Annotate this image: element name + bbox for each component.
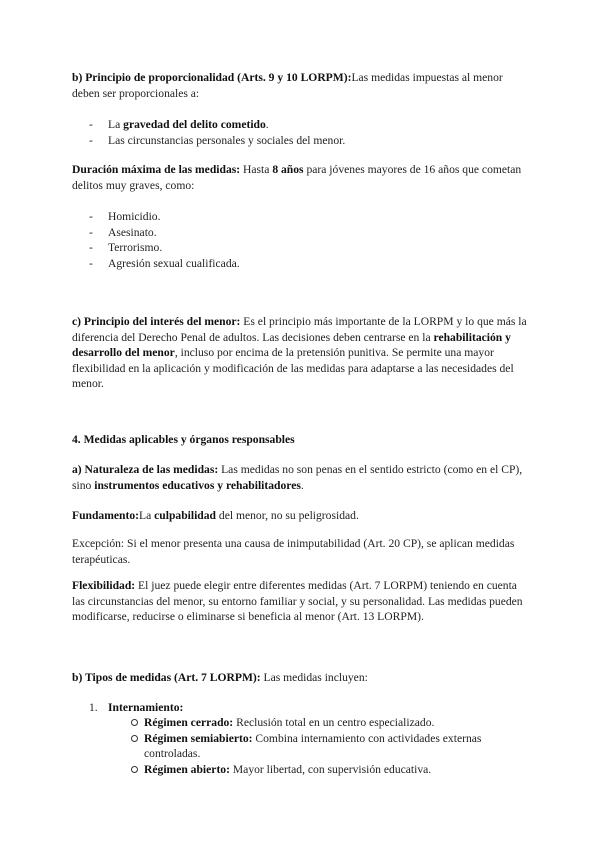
regimen-list [72, 715, 528, 777]
types-section [72, 670, 528, 778]
types-paragraph: b) Tipos de medidas (Art. 7 LORPM): Las medidas incluyen: [72, 671, 368, 684]
numbered-item-internamiento [72, 700, 528, 716]
proportionality-heading: b) Principio de proporcionalidad (Arts. 9 y 10 LORPM): [72, 71, 352, 84]
nature-paragraph: a) Naturaleza de las medidas: Las medidas no son penas en el sentido estricto (como en el CP), sino instrumentos educativos y rehabilitadores. [72, 463, 523, 492]
list-item: Régimen cerrado: Reclusión total en un centro especializado. [72, 715, 528, 731]
interest-paragraph: c) Principio del interés del menor: Es el principio más importante de la LORPM y lo que más la diferencia del Derecho Penal de adultos. Las decisiones deben centrarse en la rehabilitación y desarrollo del menor, incluso por encima de la pretensión punitiva. Se permite una mayor flexibilidad en la aplicación y modificación de las medidas para adaptarse a las necesidades del menor. [72, 315, 527, 391]
list-item: Régimen semiabierto: Combina internamiento con actividades externas controladas. [72, 731, 528, 762]
offense-list [72, 209, 528, 271]
flexibility-section [72, 578, 528, 625]
max-duration-paragraph: Duración máxima de las medidas: Hasta 8 años para jóvenes mayores de 16 años que cometan delitos muy graves, como: [72, 163, 522, 192]
item-number: 1. [89, 700, 98, 714]
interest-section [72, 314, 528, 392]
fundamento-section [72, 508, 528, 524]
list-item: - Asesinato. [72, 225, 528, 241]
list-item: - Terrorismo. [72, 240, 528, 256]
proportionality-list [72, 117, 528, 148]
proportionality-section [72, 70, 528, 148]
list-item: - Homicidio. [72, 209, 528, 225]
section-4 [72, 432, 528, 448]
list-item: Régimen abierto: Mayor libertad, con supervisión educativa. [72, 762, 528, 778]
fundamento-paragraph: Fundamento:La culpabilidad del menor, no su peligrosidad. [72, 509, 359, 522]
item-label: Internamiento: [108, 700, 184, 714]
list-item: - Las circunstancias personales y sociales del menor. [72, 133, 528, 149]
list-item: - Agresión sexual cualificada. [72, 256, 528, 272]
exception-paragraph: Excepción: Si el menor presenta una causa de inimputabilidad (Art. 20 CP), se aplican medidas terapéuticas. [72, 537, 515, 566]
flexibility-paragraph: Flexibilidad: El juez puede elegir entre diferentes medidas (Art. 7 LORPM) teniendo en cuenta las circunstancias del menor, su entorno familiar y social, y su personalidad. Las medidas pueden modificarse, reducirse o eliminarse si beneficia al menor (Art. 13 LORPM). [72, 579, 523, 624]
max-duration-section [72, 162, 528, 272]
section-4-heading: 4. Medidas aplicables y órganos responsables [72, 433, 295, 446]
proportionality-intro: Las medidas impuestas al menor deben ser proporcionales a: [72, 71, 503, 100]
exception-section [72, 536, 528, 567]
proportionality-paragraph [72, 70, 528, 101]
nature-section [72, 462, 528, 493]
list-item: - La gravedad del delito cometido. [72, 117, 528, 133]
